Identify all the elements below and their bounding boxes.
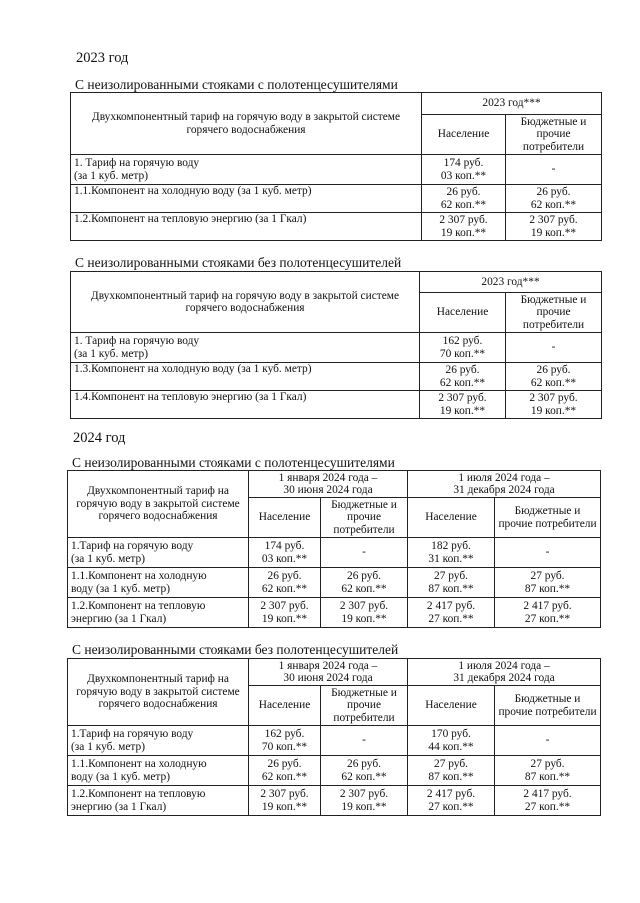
table-4-col-population: Население: [408, 686, 495, 726]
table-4-row-name: 1.1.Компонент на холодную воду (за 1 куб. метр): [68, 756, 249, 786]
table-2-label: Двухкомпонентный тариф на горячую воду в закрытой системе горячего водоснабжения: [71, 272, 420, 333]
table-3-cell: 2 417 руб. 27 коп.**: [495, 598, 601, 628]
table-2-cell: -: [506, 333, 602, 363]
table-4-cell: 27 руб. 87 коп.**: [408, 756, 495, 786]
table-4-row-name: 1.Тариф на горячую воду (за 1 куб. метр): [68, 726, 249, 756]
table-4-period-1: 1 января 2024 года – 30 июня 2024 года: [249, 659, 408, 686]
table-3-cell: 182 руб. 31 коп.**: [408, 538, 495, 568]
table-3-row-name: 1.1.Компонент на холодную воду (за 1 куб. метр): [68, 568, 249, 598]
table-4-cell: 2 307 руб. 19 коп.**: [321, 786, 408, 816]
table-4-col-population: Население: [249, 686, 321, 726]
year-2023-heading: 2023 год: [76, 50, 129, 66]
table-4-cell: 2 307 руб. 19 коп.**: [249, 786, 321, 816]
table-3-col-budget: Бюджетные и прочие потребители: [495, 498, 601, 538]
table-3-cell: 2 307 руб. 19 коп.**: [249, 598, 321, 628]
table-1-row-name: 1.1.Компонент на холодную воду (за 1 куб. метр): [71, 185, 422, 213]
table-4-cell: 2 417 руб. 27 коп.**: [495, 786, 601, 816]
table-4-cell: 27 руб. 87 коп.**: [495, 756, 601, 786]
table-2-cell: 26 руб. 62 коп.**: [420, 363, 506, 391]
table-4-cell: -: [321, 726, 408, 756]
table-1-cell: 2 307 руб. 19 коп.**: [422, 213, 506, 241]
table-3-col-budget: Бюджетные и прочие потребители: [321, 498, 408, 538]
table-4-col-budget: Бюджетные и прочие потребители: [321, 686, 408, 726]
year-2024-heading: 2024 год: [73, 430, 126, 446]
table-3-period-2: 1 июля 2024 года – 31 декабря 2024 года: [408, 471, 601, 498]
table-4-cell: 26 руб. 62 коп.**: [321, 756, 408, 786]
table-1-cell: 26 руб. 62 коп.**: [422, 185, 506, 213]
table-1-period: 2023 год***: [422, 93, 602, 115]
table-3-row-name: 1.Тариф на горячую воду (за 1 куб. метр): [68, 538, 249, 568]
tariff-table-2024-with-dryers: [67, 470, 601, 628]
table-2-period: 2023 год***: [420, 272, 602, 293]
table-4-cell: 170 руб. 44 коп.**: [408, 726, 495, 756]
table-3-cell: -: [495, 538, 601, 568]
table-3-cell: 26 руб. 62 коп.**: [249, 568, 321, 598]
table-3-cell: 27 руб. 87 коп.**: [495, 568, 601, 598]
table-1-col-population: Население: [422, 115, 506, 155]
table-3-cell: 174 руб. 03 коп.**: [249, 538, 321, 568]
table-2-cell: 26 руб. 62 коп.**: [506, 363, 602, 391]
table-2-row-name: 1. Тариф на горячую воду (за 1 куб. метр): [71, 333, 420, 363]
table-2-cell: 2 307 руб. 19 коп.**: [420, 391, 506, 419]
table-2-col-population: Население: [420, 293, 506, 333]
table-3-row-name: 1.2.Компонент на тепловую энергию (за 1 Гкал): [68, 598, 249, 628]
table-4-period-2: 1 июля 2024 года – 31 декабря 2024 года: [408, 659, 601, 686]
table-1-row-name: 1. Тариф на горячую воду (за 1 куб. метр): [71, 155, 422, 185]
table-1-cell: 2 307 руб. 19 коп.**: [506, 213, 602, 241]
tariff-table-2023-with-dryers: [70, 92, 602, 241]
table-3-period-1: 1 января 2024 года – 30 июня 2024 года: [249, 471, 408, 498]
table-3-col-population: Население: [408, 498, 495, 538]
table-3-col-population: Население: [249, 498, 321, 538]
table-4-cell: 2 417 руб. 27 коп.**: [408, 786, 495, 816]
tariff-table-2024-without-dryers: [67, 658, 601, 816]
table-1-cell: 174 руб. 03 коп.**: [422, 155, 506, 185]
table-4-label: Двухкомпонентный тариф на горячую воду в закрытой системе горячего водоснабжения: [68, 659, 249, 726]
table-4-cell: -: [495, 726, 601, 756]
table-1-row-name: 1.2.Компонент на тепловую энергию (за 1 Гкал): [71, 213, 422, 241]
table-3-cell: 2 417 руб. 27 коп.**: [408, 598, 495, 628]
table-3-cell: -: [321, 538, 408, 568]
table-2-col-budget: Бюджетные и прочие потребители: [506, 293, 602, 333]
table-4-title: С неизолированными стояками без полотенцесушителей: [72, 642, 399, 657]
table-1-cell: 26 руб. 62 коп.**: [506, 185, 602, 213]
table-3-cell: 2 307 руб. 19 коп.**: [321, 598, 408, 628]
table-2-title: С неизолированными стояками без полотенцесушителей: [75, 255, 402, 270]
table-4-row-name: 1.2.Компонент на тепловую энергию (за 1 Гкал): [68, 786, 249, 816]
table-3-cell: 27 руб. 87 коп.**: [408, 568, 495, 598]
table-2-row-name: 1.3.Компонент на холодную воду (за 1 куб. метр): [71, 363, 420, 391]
table-1-col-budget: Бюджетные и прочие потребители: [506, 115, 602, 155]
table-4-cell: 26 руб. 62 коп.**: [249, 756, 321, 786]
table-1-cell: -: [506, 155, 602, 185]
table-4-cell: 162 руб. 70 коп.**: [249, 726, 321, 756]
table-2-cell: 162 руб. 70 коп.**: [420, 333, 506, 363]
tariff-table-2023-without-dryers: [70, 271, 602, 419]
table-3-label: Двухкомпонентный тариф на горячую воду в закрытой системе горячего водоснабжения: [68, 471, 249, 538]
table-1-title: С неизолированными стояками с полотенцесушителями: [75, 77, 398, 92]
table-3-cell: 26 руб. 62 коп.**: [321, 568, 408, 598]
table-1-label: Двухкомпонентный тариф на горячую воду в закрытой системе горячего водоснабжения: [71, 93, 422, 155]
table-2-row-name: 1.4.Компонент на тепловую энергию (за 1 Гкал): [71, 391, 420, 419]
table-4-col-budget: Бюджетные и прочие потребители: [495, 686, 601, 726]
table-2-cell: 2 307 руб. 19 коп.**: [506, 391, 602, 419]
table-3-title: С неизолированными стояками с полотенцесушителями: [72, 455, 395, 470]
